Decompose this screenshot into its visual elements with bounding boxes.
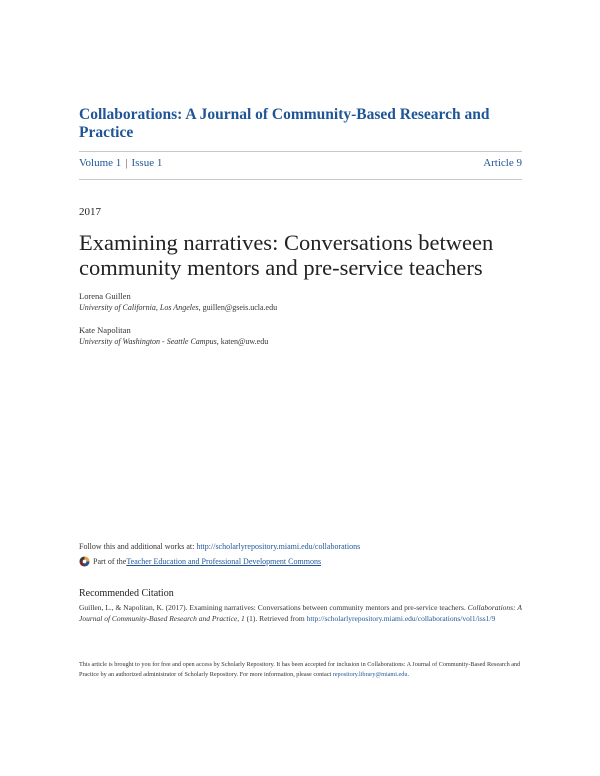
commons-link[interactable]: Teacher Education and Professional Development Commons (126, 557, 322, 566)
citation-url-link[interactable]: http://scholarlyrepository.miami.edu/collaborations/vol1/iss1/9 (306, 614, 496, 623)
author-name: Kate Napolitan (79, 325, 131, 335)
author-email: , guillen@gseis.ucla.edu (198, 303, 278, 312)
citation-issue: (1). Retrieved from (244, 614, 307, 623)
recommended-citation-heading: Recommended Citation (79, 588, 174, 599)
follow-prefix: Follow this and additional works at: (79, 542, 197, 551)
repository-notice (79, 660, 524, 680)
volume-issue (79, 157, 162, 169)
recommended-citation (79, 602, 524, 624)
article-title: Examining narratives: Conversations between community mentors and pre-service teachers (79, 230, 494, 280)
volume-link[interactable]: Volume 1 (79, 157, 122, 169)
volume-issue-separator: | (125, 157, 128, 169)
notice-end: . (407, 671, 409, 678)
notice-text: This article is brought to you for free and open access by Scholarly Repository. It has been accepted for inclusion in Collaborations: A Journal of Community-Based Research and Practice by an authorized administrator of Scholarly Repository. For more information, please contact (79, 661, 521, 678)
issue-link[interactable]: Issue 1 (131, 157, 163, 169)
author-name: Lorena Guillen (79, 291, 131, 301)
citation-authors-title: Guillen, L., & Napolitan, K. (2017). Examining narratives: Conversations between community mentors and pre-service teachers. (79, 603, 466, 612)
author-institution: University of California, Los Angeles (79, 303, 199, 312)
divider-bottom (79, 179, 522, 180)
follow-line (79, 542, 360, 551)
journal-title[interactable]: Collaborations: A Journal of Community-Based Research and Practice (79, 106, 490, 141)
contact-email-link[interactable]: repository.library@miami.edu (332, 671, 408, 678)
author-email: , katen@uw.edu (216, 337, 269, 346)
author-affiliation (79, 337, 268, 346)
author-affiliation (79, 303, 277, 312)
part-of-line (79, 556, 321, 567)
publication-year: 2017 (79, 206, 101, 218)
divider-top (79, 151, 522, 152)
article-link[interactable]: Article 9 (483, 157, 522, 169)
collection-link[interactable]: http://scholarlyrepository.miami.edu/collaborations (196, 542, 361, 551)
commons-network-icon (79, 556, 90, 567)
citation-journal: Collaborations: A Journal of Community-Based Research and Practice, 1 (79, 603, 522, 623)
partof-prefix: Part of the (93, 557, 127, 566)
author-institution: University of Washington - Seattle Campus (79, 337, 217, 346)
